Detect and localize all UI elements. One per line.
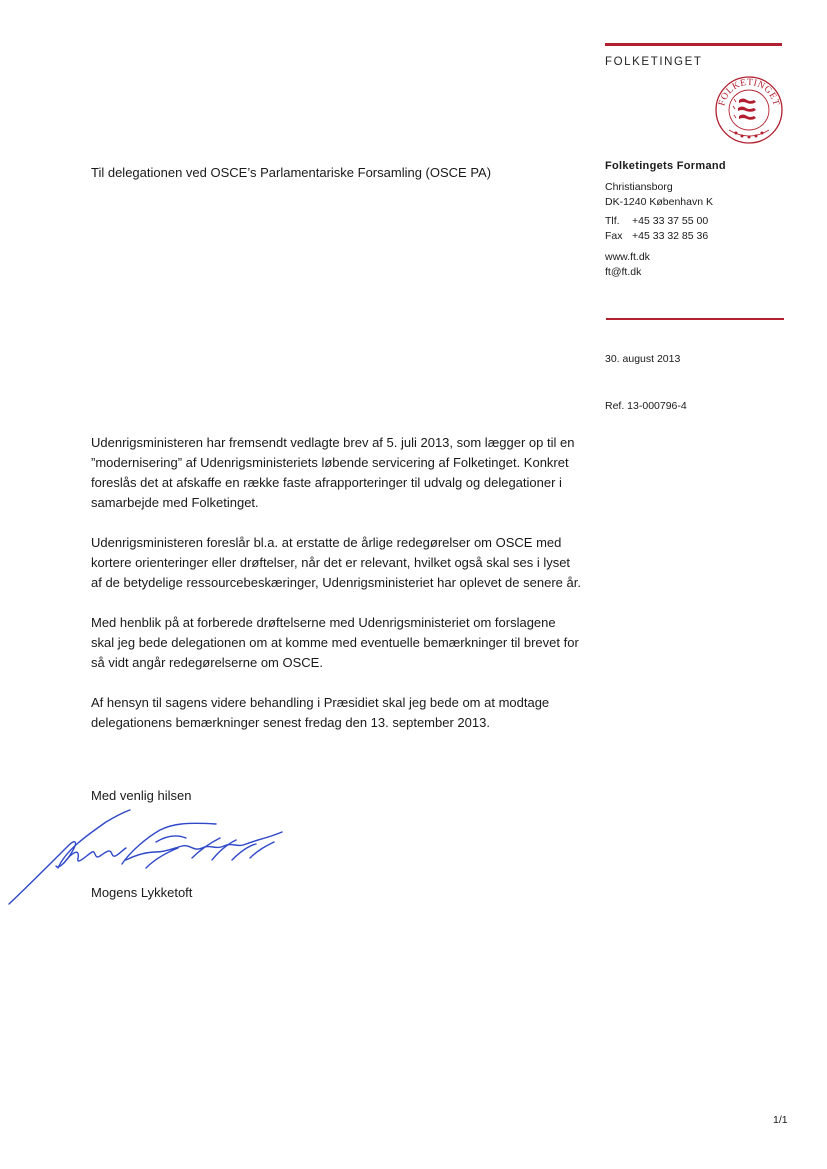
email-link[interactable]: ft@ft.dk (605, 265, 642, 278)
letter-body (91, 433, 581, 753)
seal-lettering: FOLKETINGET (717, 77, 781, 108)
fax-label: Fax (605, 229, 623, 242)
phone-number[interactable]: +45 33 37 55 00 (632, 215, 709, 227)
phone-row (605, 214, 708, 229)
body-paragraph: Udenrigsministeren har fremsendt vedlagte brev af 5. juli 2013, som lægger op til en ”modernisering” af Udenrigsministeriets løbende servicering af Folketinget. Konkret foreslås det at afskaffe en række faste afrapporteringer til udvalg og delegationer i samarbejde med Folketinget. (91, 435, 575, 510)
sender-contact (605, 250, 650, 279)
top-rule (605, 43, 782, 46)
signer-name: Mogens Lykketoft (91, 885, 193, 900)
sender-address (605, 180, 713, 209)
reference-number: Ref. 13-000796-4 (605, 400, 687, 412)
body-paragraph: Udenrigsministeren foreslår bl.a. at erstatte de årlige redegørelser om OSCE med kortere orienteringer eller drøftelser, når det er relevant, hvilket også skal ses i lyset af de betydelige ressourcebeskæringer, Udenrigsministeriet har oplevet de senere år. (91, 535, 581, 590)
side-rule (606, 318, 784, 320)
page-number: 1/1 (773, 1114, 788, 1126)
brand-name: FOLKETINGET (605, 56, 703, 68)
web-link[interactable]: www.ft.dk (605, 251, 650, 263)
body-paragraph: Med henblik på at forberede drøftelserne med Udenrigsministeriet om forslagene skal jeg bede delegationen om at komme med eventuelle bemærkninger til brevet for så vidt angår redegørelserne om OSCE. (91, 615, 579, 670)
parliament-seal-icon (714, 75, 784, 145)
sender-phone-fax (605, 214, 708, 243)
recipient-line: Til delegationen ved OSCE’s Parlamentariske Forsamling (OSCE PA) (91, 165, 492, 180)
letter-date: 30. august 2013 (605, 353, 681, 365)
body-paragraph: Af hensyn til sagens videre behandling i Præsidiet skal jeg bede om at modtage delegationens bemærkninger senest fredag den 13. september 2013. (91, 695, 550, 730)
closing-salutation: Med venlig hilsen (91, 788, 192, 803)
fax-row (605, 229, 708, 244)
address-line: DK-1240 København K (605, 195, 713, 208)
sender-title: Folketingets Formand (605, 160, 726, 172)
phone-label: Tlf. (605, 215, 620, 227)
address-line: Christiansborg (605, 181, 673, 193)
fax-number: +45 33 32 85 36 (632, 229, 709, 242)
